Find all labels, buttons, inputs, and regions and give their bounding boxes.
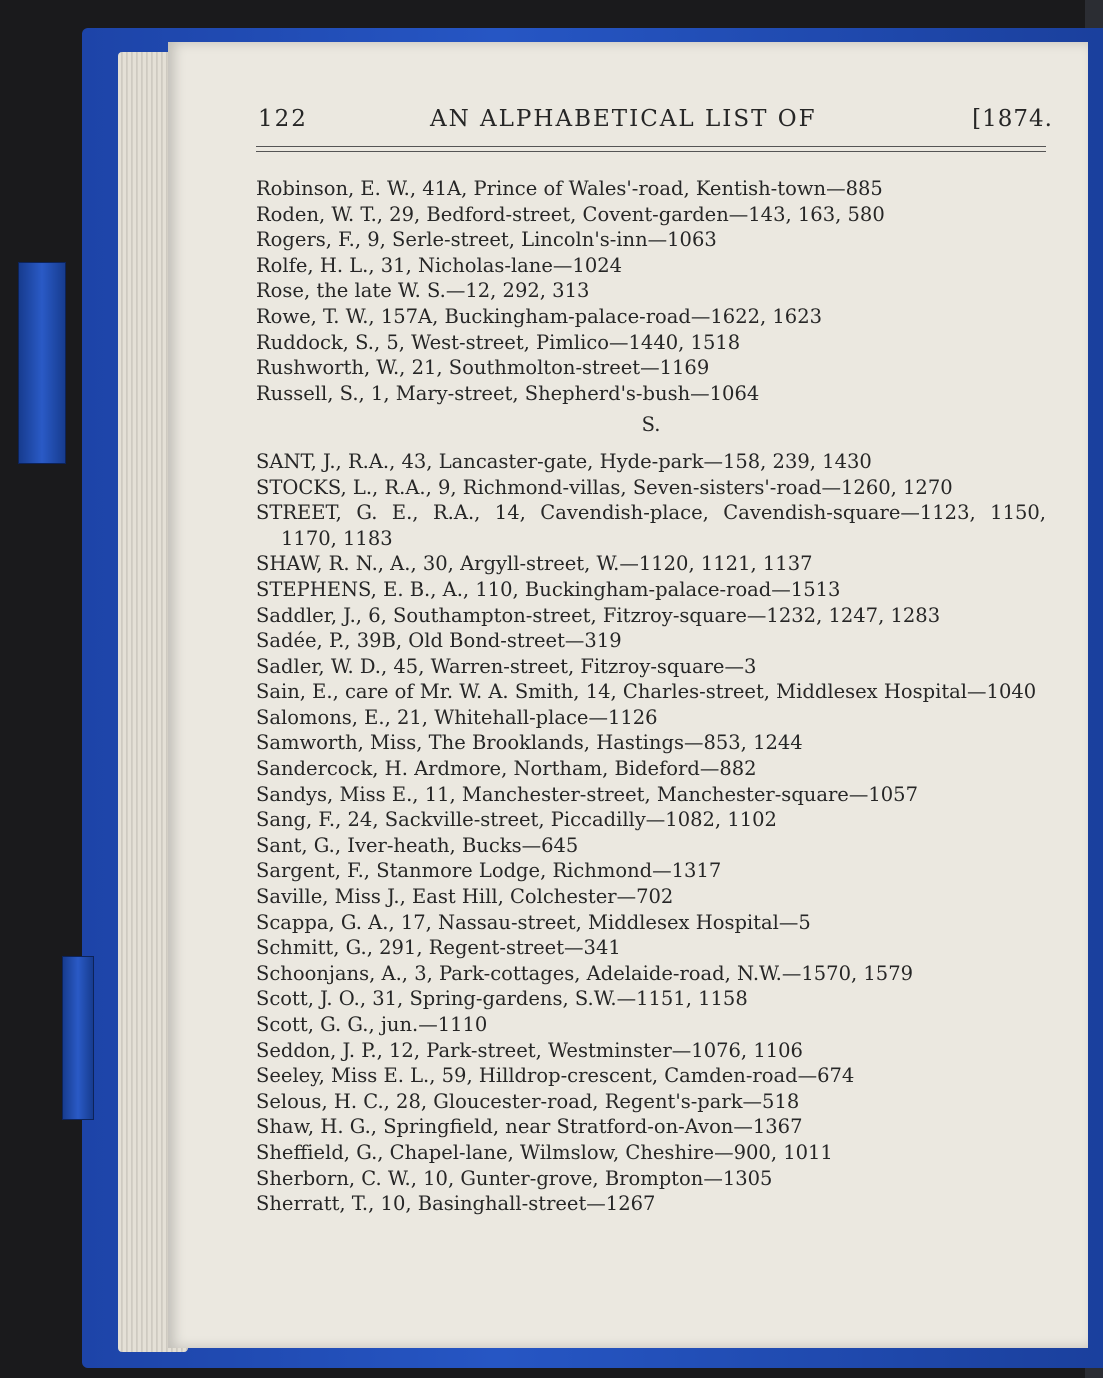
page-header bbox=[258, 106, 1053, 140]
list-entry: Scott, G. G., jun.—1110 bbox=[256, 1013, 488, 1036]
list-entry: Sherborn, C. W., 10, Gunter-grove, Brompton—1305 bbox=[256, 1166, 773, 1190]
page-number: 122 bbox=[258, 106, 308, 132]
list-entry: Scappa, G. A., 17, Nassau-street, Middlesex Hospital—5 bbox=[256, 910, 811, 934]
list-entry: Sant, G., Iver-heath, Bucks—645 bbox=[256, 833, 579, 857]
bookmark-ribbon-bottom bbox=[62, 956, 94, 1120]
list-entry: SANT, J., R.A., 43, Lancaster-gate, Hyde-park—158, 239, 1430 bbox=[256, 449, 872, 473]
list-entry: Salomons, E., 21, Whitehall-place—1126 bbox=[256, 705, 658, 729]
list-entry: Rushworth, W., 21, Southmolton-street—1169 bbox=[256, 356, 710, 380]
bookmark-ribbon-top bbox=[18, 262, 66, 464]
list-entry: Saville, Miss J., East Hill, Colchester—702 bbox=[256, 885, 674, 909]
list-entry: Sandys, Miss E., 11, Manchester-street, Manchester-square—1057 bbox=[256, 782, 918, 806]
list-entry: Saddler, J., 6, Southampton-street, Fitzroy-square—1232, 1247, 1283 bbox=[256, 603, 941, 627]
list-entry: Sadée, P., 39B, Old Bond-street—319 bbox=[256, 629, 622, 653]
list-entry: Seddon, J. P., 12, Park-street, Westminster—1076, 1106 bbox=[256, 1038, 803, 1062]
list-entry: Sain, E., care of Mr. W. A. Smith, 14, Charles-street, Middlesex Hospital—1040 bbox=[256, 680, 1037, 704]
year-mark: [1874. bbox=[972, 106, 1053, 132]
list-entry: Ruddock, S., 5, West-street, Pimlico—1440, 1518 bbox=[256, 330, 741, 354]
list-entry: STEPHENS, E. B., A., 110, Buckingham-palace-road—1513 bbox=[256, 577, 841, 601]
entry-list bbox=[256, 176, 1046, 1217]
list-entry: Sheffield, G., Chapel-lane, Wilmslow, Cheshire—900, 1011 bbox=[256, 1140, 833, 1164]
list-entry: Schoonjans, A., 3, Park-cottages, Adelaide-road, N.W.—1570, 1579 bbox=[256, 961, 914, 985]
list-entry: Sang, F., 24, Sackville-street, Piccadilly—1082, 1102 bbox=[256, 808, 777, 832]
list-entry: Rolfe, H. L., 31, Nicholas-lane—1024 bbox=[256, 253, 623, 277]
r-entries bbox=[256, 176, 1046, 406]
list-entry: Rowe, T. W., 157A, Buckingham-palace-road—1622, 1623 bbox=[256, 304, 823, 328]
list-entry: SHAW, R. N., A., 30, Argyll-street, W.—1120, 1121, 1137 bbox=[256, 552, 813, 576]
list-entry: Roden, W. T., 29, Bedford-street, Covent-garden—143, 163, 580 bbox=[256, 202, 885, 226]
running-title: AN ALPHABETICAL LIST OF bbox=[430, 106, 817, 132]
list-entry: Selous, H. C., 28, Gloucester-road, Regent's-park—518 bbox=[256, 1089, 800, 1113]
section-heading: S. bbox=[641, 413, 661, 437]
list-entry: STOCKS, L., R.A., 9, Richmond-villas, Seven-sisters'-road—1260, 1270 bbox=[256, 475, 953, 499]
list-entry: Rose, the late W. S.—12, 292, 313 bbox=[256, 279, 590, 303]
list-entry: Rogers, F., 9, Serle-street, Lincoln's-inn—1063 bbox=[256, 228, 717, 252]
list-entry: Robinson, E. W., 41A, Prince of Wales'-road, Kentish-town—885 bbox=[256, 177, 883, 200]
list-entry: Schmitt, G., 291, Regent-street—341 bbox=[256, 936, 621, 960]
list-entry: Sadler, W. D., 45, Warren-street, Fitzroy-square—3 bbox=[256, 654, 757, 678]
list-entry: Russell, S., 1, Mary-street, Shepherd's-bush—1064 bbox=[256, 381, 760, 405]
list-entry: Sargent, F., Stanmore Lodge, Richmond—1317 bbox=[256, 859, 722, 883]
list-entry: Samworth, Miss, The Brooklands, Hastings—853, 1244 bbox=[256, 731, 803, 755]
list-entry: Shaw, H. G., Springfield, near Stratford-on-Avon—1367 bbox=[256, 1115, 803, 1139]
list-entry: Scott, J. O., 31, Spring-gardens, S.W.—1151, 1158 bbox=[256, 987, 748, 1011]
list-entry: Sandercock, H. Ardmore, Northam, Bideford—882 bbox=[256, 757, 757, 781]
list-entry: Seeley, Miss E. L., 59, Hilldrop-crescent, Camden-road—674 bbox=[256, 1064, 855, 1088]
list-entry: Sherratt, T., 10, Basinghall-street—1267 bbox=[256, 1192, 656, 1216]
header-rule bbox=[256, 146, 1046, 152]
s-entries bbox=[256, 449, 1046, 1217]
list-entry: STREET, G. E., R.A., 14, Cavendish-place, Cavendish-square—1123, 1150, 1170, 1183 bbox=[256, 501, 1046, 550]
